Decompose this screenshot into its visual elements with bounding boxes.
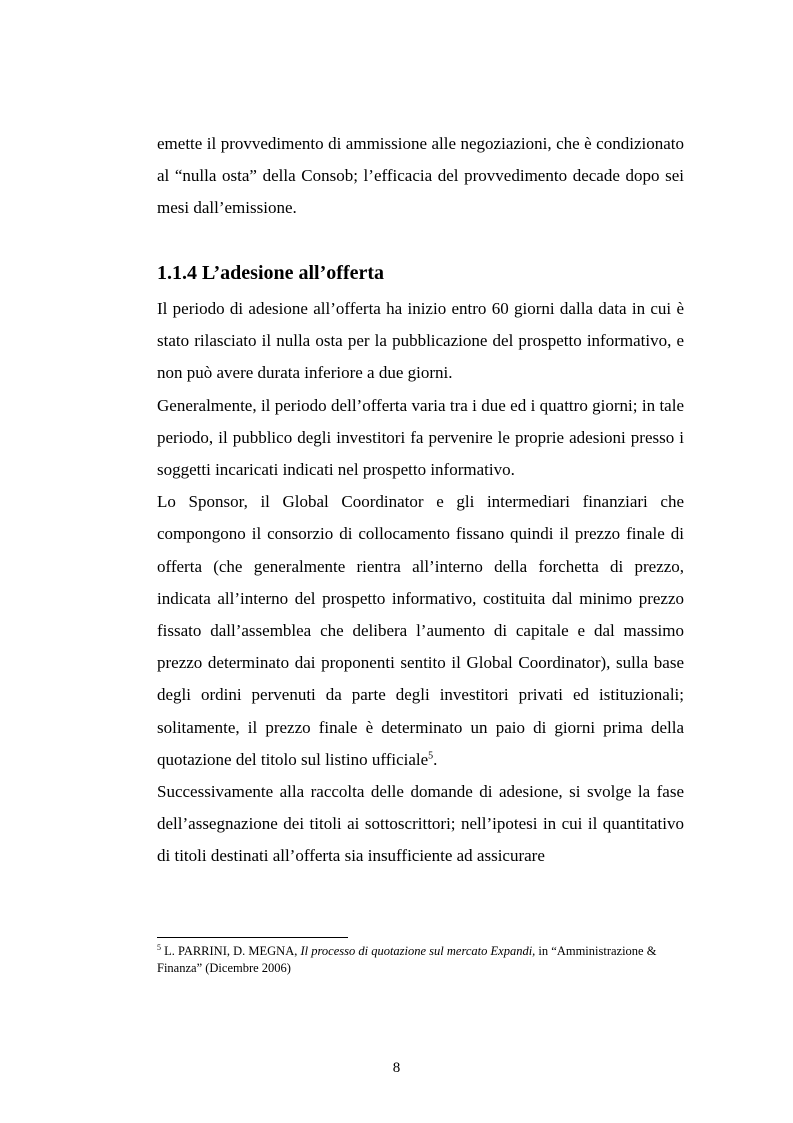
section-body <box>157 293 684 873</box>
page-number: 8 <box>392 1060 401 1076</box>
footnote-source: in “Amministrazione & Finanza” (Dicembre 2006) <box>157 944 657 975</box>
paragraph-adhesion-period: Il periodo di adesione all’offerta ha inizio entro 60 giorni dalla data in cui è stato rilasciato il nulla osta per la pubblicazione del prospetto informativo, e non può avere durata inferiore a due giorni. <box>157 299 684 383</box>
section-heading: 1.1.4 L’adesione all’offerta <box>157 262 385 284</box>
footnote-number: 5 <box>157 942 161 952</box>
paragraph-allocation: Successivamente alla raccolta delle domande di adesione, si svolge la fase dell’assegnazione dei titoli ai sottoscrittori; nell’ipotesi in cui il quantitativo di titoli destinati all’offerta sia insufficiente ad assicurare <box>157 782 684 866</box>
paragraph-final-price-end: . <box>433 749 438 769</box>
paragraph-final-price <box>157 492 684 769</box>
paragraph-offer-duration: Generalmente, il periodo dell’offerta varia tra i due ed i quattro giorni; in tale periodo, il pubblico degli investitori fa pervenire le proprie adesioni presso i soggetti incaricati indicati nel prospetto informativo. <box>157 395 684 480</box>
footnote-authors: L. PARRINI, D. MEGNA, <box>161 944 301 958</box>
paragraph-final-price-text: Lo Sponsor, il Global Coordinator e gli intermediari finanziari che compongono il consorzio di collocamento fissano quindi il prezzo finale di offerta (che generalmente rientra all’interno della forchetta di prezzo, indicata all’interno del prospetto informativo, costituita dal minimo prezzo fissato dall’assemblea che delibera l’aumento di capitale e dal massimo prezzo determinato dai proponenti sentito il Global Coordinator), sulla base degli ordini pervenuti da parte degli investitori privati ed istituzionali; solitamente, il prezzo finale è determinato un paio di giorni prima della quotazione del titolo sul listino ufficiale <box>157 492 684 769</box>
footnote-separator <box>157 937 348 938</box>
footnote <box>157 943 684 977</box>
footnote-title: Il processo di quotazione sul mercato Expandi, <box>300 944 536 958</box>
continued-paragraph: emette il provvedimento di ammissione alle negoziazioni, che è condizionato al “nulla osta” della Consob; l’efficacia del provvedimento decade dopo sei mesi dall’emissione. <box>157 134 684 218</box>
footnote-reference: 5 <box>428 750 434 762</box>
